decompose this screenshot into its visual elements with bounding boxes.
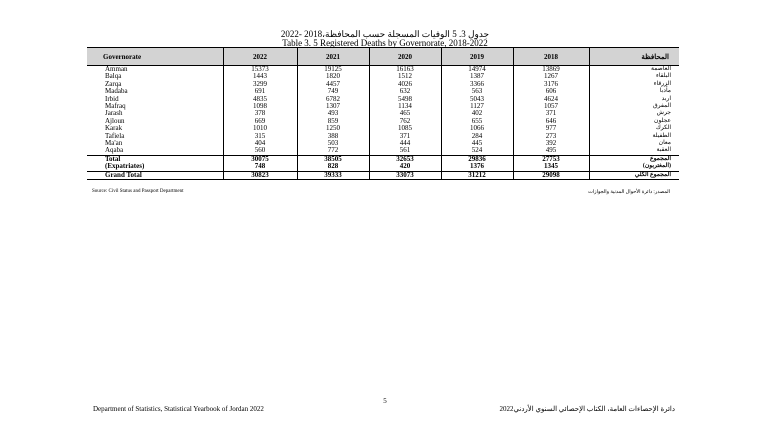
table-row — [87, 73, 679, 80]
deaths-value-cell: 371 — [513, 110, 589, 117]
table-row — [87, 118, 679, 125]
governorate-name-en: Grand Total — [87, 171, 223, 179]
deaths-value-cell: 1010 — [223, 125, 297, 132]
deaths-value-cell: 748 — [223, 163, 297, 171]
governorate-name-ar: الزرقاء — [589, 81, 679, 88]
deaths-value-cell: 29836 — [441, 155, 513, 163]
deaths-value-cell: 284 — [441, 133, 513, 140]
deaths-value-cell: 388 — [297, 133, 369, 140]
deaths-value-cell: 493 — [297, 110, 369, 117]
governorate-name-en: Tafiela — [105, 131, 125, 140]
governorate-name-en: Irbid — [105, 94, 119, 103]
governorate-name-en: Jarash — [105, 109, 123, 118]
footer-arabic: دائرة الإحصاءات العامة، الكتاب الإحصائي السنوي الأردني2022 — [499, 405, 675, 413]
deaths-value-cell: 38505 — [297, 155, 369, 163]
table-row — [87, 110, 679, 117]
grand-total-row — [87, 171, 679, 179]
header-year: 2021 — [297, 48, 369, 66]
governorate-name-ar: (المغتربون) — [589, 163, 679, 171]
deaths-value-cell: 1066 — [441, 125, 513, 132]
governorate-name-ar: العقبة — [589, 147, 679, 155]
deaths-value-cell: 632 — [369, 88, 441, 95]
deaths-value-cell: 4624 — [513, 96, 589, 103]
table-row — [87, 125, 679, 132]
header-year: 2019 — [441, 48, 513, 66]
governorate-name-ar: الطفيلة — [589, 133, 679, 140]
deaths-value-cell: 420 — [369, 163, 441, 171]
governorate-name-ar: المجموع — [589, 155, 679, 163]
deaths-value-cell: 1267 — [513, 73, 589, 80]
deaths-value-cell: 4026 — [369, 81, 441, 88]
deaths-value-cell: 3366 — [441, 81, 513, 88]
deaths-value-cell: 1057 — [513, 103, 589, 110]
governorate-name-ar: عجلون — [589, 118, 679, 125]
deaths-value-cell: 33073 — [369, 171, 441, 179]
governorate-name-en: Ajloun — [105, 116, 125, 125]
header-governorate-ar: المحافظة — [589, 48, 679, 66]
deaths-value-cell: 1443 — [223, 73, 297, 80]
deaths-value-cell: 15373 — [223, 66, 297, 74]
footer-english: Department of Statistics, Statistical Yearbook of Jordan 2022 — [93, 405, 264, 413]
governorate-name-en: Total — [87, 155, 223, 163]
governorate-name-en: Mafraq — [105, 102, 126, 111]
deaths-value-cell: 444 — [369, 140, 441, 147]
governorate-name-ar: جرش — [589, 110, 679, 117]
governorate-name-en: Balqa — [105, 72, 122, 81]
expatriates-row — [87, 163, 679, 171]
deaths-value-cell: 495 — [513, 147, 589, 155]
deaths-value-cell: 1376 — [441, 163, 513, 171]
deaths-value-cell: 30823 — [223, 171, 297, 179]
deaths-value-cell: 3299 — [223, 81, 297, 88]
deaths-value-cell: 1820 — [297, 73, 369, 80]
table-row — [87, 96, 679, 103]
deaths-value-cell: 13869 — [513, 66, 589, 74]
deaths-value-cell: 1127 — [441, 103, 513, 110]
governorate-name-en: Karak — [105, 124, 123, 133]
header-governorate-en: Governorate — [87, 48, 223, 66]
deaths-value-cell: 655 — [441, 118, 513, 125]
governorate-name-en: Amman — [105, 65, 128, 73]
deaths-value-cell: 315 — [223, 133, 297, 140]
deaths-value-cell: 465 — [369, 110, 441, 117]
deaths-value-cell: 1250 — [297, 125, 369, 132]
deaths-value-cell: 1134 — [369, 103, 441, 110]
deaths-value-cell: 1345 — [513, 163, 589, 171]
header-year: 2022 — [223, 48, 297, 66]
deaths-value-cell: 561 — [369, 147, 441, 155]
deaths-value-cell: 19125 — [297, 66, 369, 74]
deaths-value-cell: 1387 — [441, 73, 513, 80]
table-row — [87, 133, 679, 140]
deaths-value-cell: 14974 — [441, 66, 513, 74]
deaths-value-cell: 691 — [223, 88, 297, 95]
header-year: 2020 — [369, 48, 441, 66]
table-row — [87, 140, 679, 147]
governorate-name-ar: المفرق — [589, 103, 679, 110]
governorate-name-ar: اربد — [589, 96, 679, 103]
deaths-value-cell: 27753 — [513, 155, 589, 163]
deaths-value-cell: 669 — [223, 118, 297, 125]
governorate-name-ar: الكرك — [589, 125, 679, 132]
governorate-name-en: Madaba — [105, 87, 128, 96]
deaths-value-cell: 1512 — [369, 73, 441, 80]
deaths-value-cell: 503 — [297, 140, 369, 147]
table-title-english: Table 3. 5 Registered Deaths by Governorate, 2018-2022 — [282, 38, 488, 48]
deaths-value-cell: 404 — [223, 140, 297, 147]
deaths-value-cell: 828 — [297, 163, 369, 171]
deaths-value-cell: 4457 — [297, 81, 369, 88]
total-row — [87, 155, 679, 163]
deaths-value-cell: 402 — [441, 110, 513, 117]
table-row — [87, 81, 679, 88]
governorate-name-ar: العاصمة — [589, 66, 679, 74]
deaths-value-cell: 273 — [513, 133, 589, 140]
deaths-value-cell: 524 — [441, 147, 513, 155]
page-number: 5 — [383, 397, 387, 405]
header-year: 2018 — [513, 48, 589, 66]
table-header-row — [87, 48, 679, 66]
governorate-name-ar: المجموع الكلي — [589, 171, 679, 179]
table-row — [87, 66, 679, 74]
deaths-by-governorate-table — [87, 47, 679, 180]
table-body — [87, 66, 679, 180]
deaths-value-cell: 859 — [297, 118, 369, 125]
deaths-value-cell: 3176 — [513, 81, 589, 88]
governorate-name-ar: البلقاء — [589, 73, 679, 80]
deaths-value-cell: 39333 — [297, 171, 369, 179]
deaths-value-cell: 772 — [297, 147, 369, 155]
deaths-value-cell: 31212 — [441, 171, 513, 179]
source-note-english: Source: Civil Status and Passport Department — [92, 189, 184, 194]
deaths-value-cell: 6782 — [297, 96, 369, 103]
deaths-value-cell: 1098 — [223, 103, 297, 110]
deaths-value-cell: 5043 — [441, 96, 513, 103]
deaths-value-cell: 1085 — [369, 125, 441, 132]
deaths-value-cell: 30075 — [223, 155, 297, 163]
governorate-name-ar: معان — [589, 140, 679, 147]
table-row — [87, 88, 679, 95]
governorate-name-en: Zarqa — [105, 79, 122, 88]
deaths-value-cell: 563 — [441, 88, 513, 95]
deaths-value-cell: 560 — [223, 147, 297, 155]
deaths-value-cell: 16163 — [369, 66, 441, 74]
deaths-value-cell: 646 — [513, 118, 589, 125]
deaths-value-cell: 371 — [369, 133, 441, 140]
governorate-name-en: Aqaba — [105, 146, 124, 155]
source-note-arabic: المصدر: دائرة الأحوال المدنية والجوازات — [588, 190, 670, 195]
deaths-value-cell: 606 — [513, 88, 589, 95]
deaths-value-cell: 29098 — [513, 171, 589, 179]
deaths-value-cell: 4835 — [223, 96, 297, 103]
deaths-value-cell: 977 — [513, 125, 589, 132]
deaths-value-cell: 378 — [223, 110, 297, 117]
table-row — [87, 103, 679, 110]
deaths-value-cell: 32653 — [369, 155, 441, 163]
deaths-value-cell: 445 — [441, 140, 513, 147]
table-title-arabic: جدول 3. 5 الوفيات المسجلة حسب المحافظة،2018 -2022 — [280, 29, 490, 39]
deaths-value-cell: 392 — [513, 140, 589, 147]
governorate-name-en: Ma'an — [105, 139, 123, 148]
governorate-name-en: (Expatriates) — [105, 162, 145, 171]
deaths-value-cell: 5498 — [369, 96, 441, 103]
deaths-value-cell: 762 — [369, 118, 441, 125]
deaths-value-cell: 749 — [297, 88, 369, 95]
governorate-name-ar: مأدبا — [589, 88, 679, 95]
deaths-value-cell: 1307 — [297, 103, 369, 110]
table-row — [87, 147, 679, 155]
